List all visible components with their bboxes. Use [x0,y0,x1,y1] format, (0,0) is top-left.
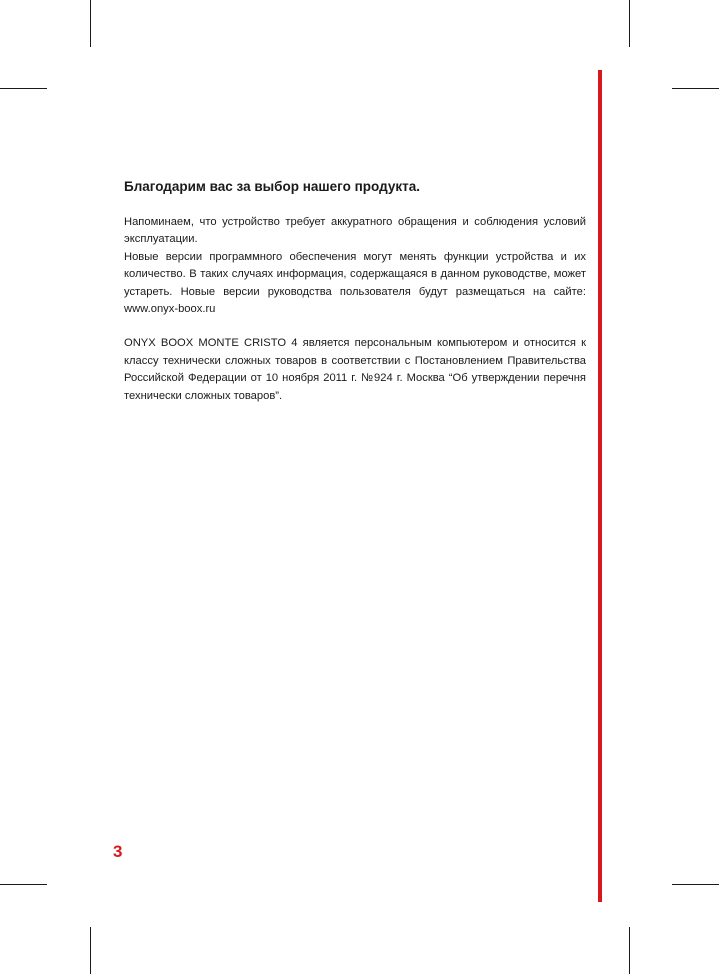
crop-mark-bottom-right [629,927,630,974]
paragraph-legal-classification: ONYX BOOX MONTE CRISTO 4 является персональным компьютером и относится к классу технически сложных товаров в соответствии с Постановлением Правительства Российской Федерации от 10 ноября 2011 г. №924 г. Москва “Об утверждении перечня технически сложных товаров”. [124,337,586,402]
crop-mark-bottom-left [90,927,91,974]
page-heading: Благодарим вас за выбор нашего продукта. [124,179,420,194]
crop-mark-top-right [629,0,630,47]
red-margin-line [598,70,602,902]
crop-mark-right-upper [672,88,719,89]
crop-mark-left-upper [0,88,47,89]
crop-mark-left-lower [0,884,47,885]
paragraph-software-updates: Новые версии программного обеспечения могут менять функции устройства и их количество. В таких случаях информация, содержащаяся в данном руководстве, может устареть. Новые версии руководства пользователя будут размещаться на сайте: www.onyx-boox.ru [124,250,586,316]
page-number: 3 [113,842,123,861]
crop-mark-right-lower [672,884,719,885]
page-content [124,178,586,405]
paragraph-care-notice: Напоминаем, что устройство требует аккуратного обращения и соблюдения условий эксплуатации. [124,216,586,246]
crop-mark-top-left [90,0,91,47]
paragraph-gap [124,318,586,335]
